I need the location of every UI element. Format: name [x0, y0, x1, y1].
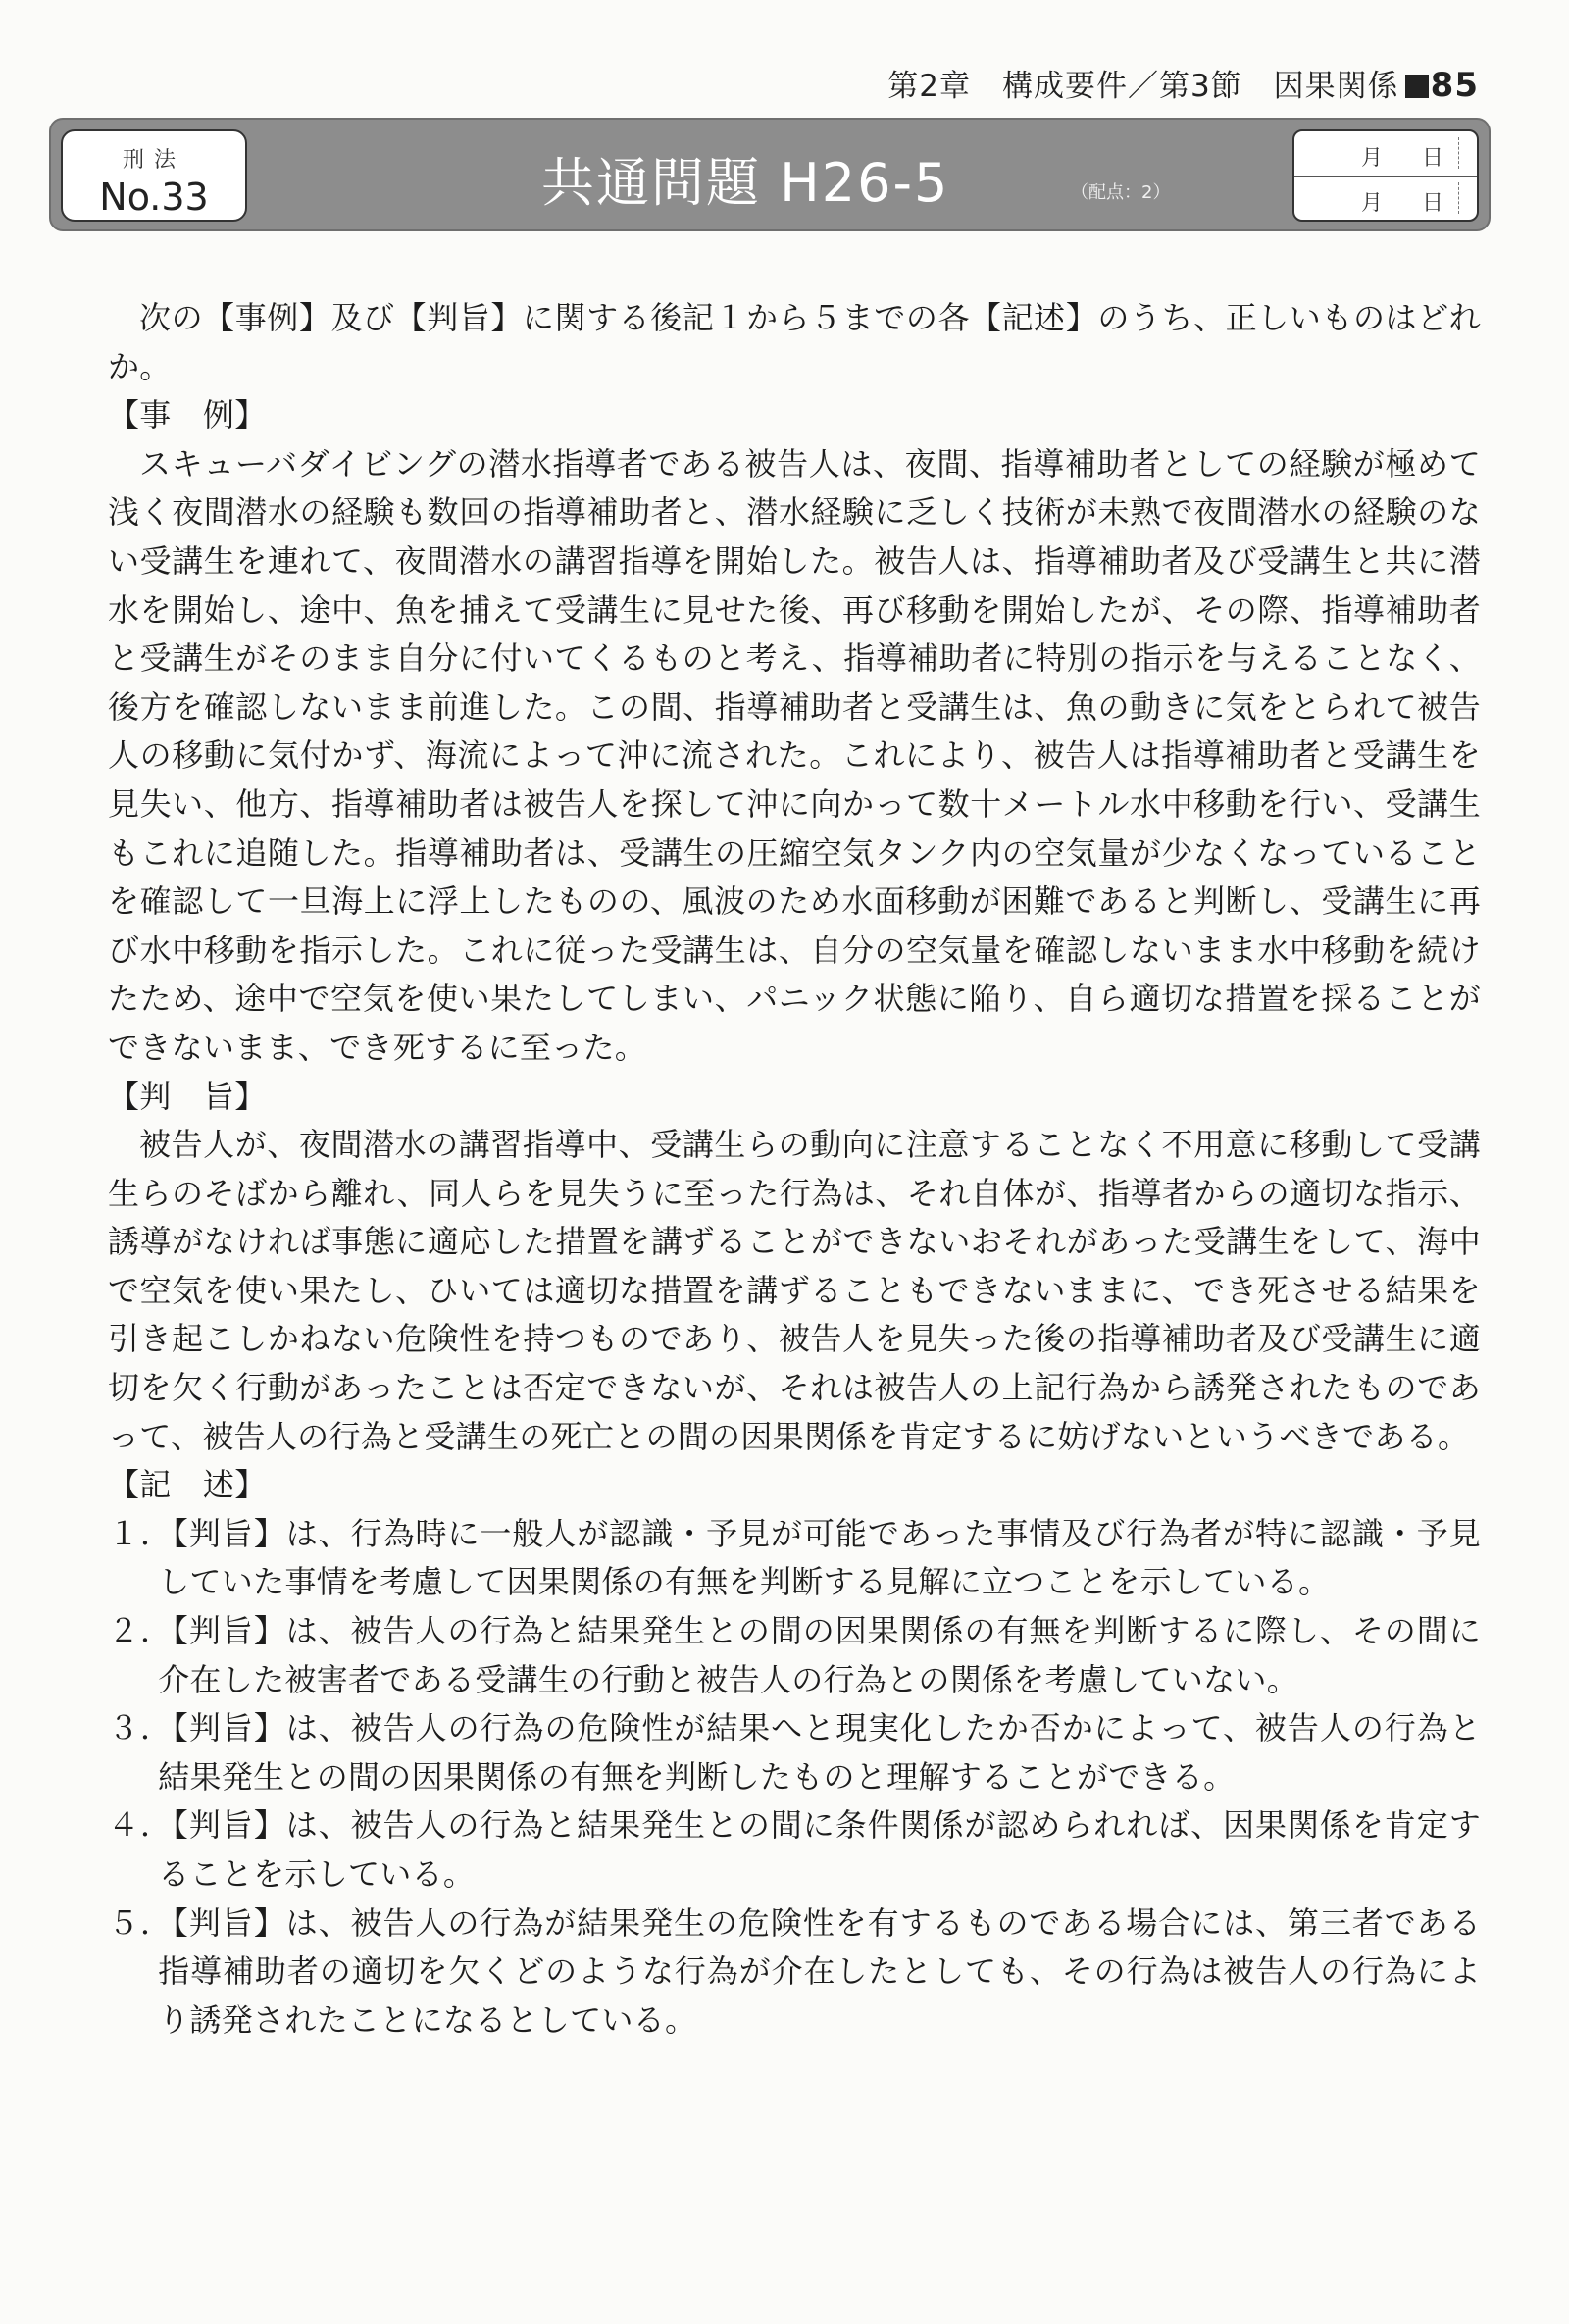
statement-item: ２．【判旨】は、被告人の行為と結果発生との間の因果関係の有無を判断するに際し、その間に介在した被害者である受講生の行動と被告人の行為との関係を考慮していない。 [108, 1612, 1481, 1698]
statement-item: １．【判旨】は、行為時に一般人が認識・予見が可能であった事情及び行為者が特に認識・予見していた事情を考慮して因果関係の有無を判断する見解に立つことを示している。 [108, 1514, 1481, 1601]
statement-item: ５．【判旨】は、被告人の行為が結果発生の危険性を有するものである場合には、第三者である指導補助者の適切を欠くどのような行為が介在したとしても、その行為は被告人の行為により誘発されたことになるとしている。 [108, 1903, 1481, 2039]
study-date-box [1292, 129, 1479, 222]
check-column [1458, 137, 1459, 169]
subject-number-box [61, 129, 247, 222]
problem-header-bar [49, 118, 1491, 231]
statements-heading: 【記 述】 [108, 1466, 267, 1504]
case-heading: 【事 例】 [108, 396, 267, 434]
ruling-text: 被告人が、夜間潜水の講習指導中、受講生らの動向に注意することなく不用意に移動して受講生らのそばから離れ、同人らを見失うに至った行為は、それ自体が、指導者からの適切な指示、誘導がなければ事態に適応した措置を講ずることができないおそれがあった受講生をして、海中で空気を使い果たし、ひいては適切な措置を講ずることもできないままに、でき死させる結果を引き起こしかねない危険性を持つものであり、被告人を見失った後の指導補助者及び受講生に適切を欠く行動があったことは否定できないが、それは被告人の上記行為から誘発されたものであって、被告人の行為と受講生の死亡との間の因果関係を肯定するに妨げないというべきである。 [108, 1126, 1481, 1455]
points-label: （配点：2） [1071, 182, 1171, 203]
month-label: 月 [1361, 146, 1384, 171]
statement-item: ３．【判旨】は、被告人の行為の危険性が結果へと現実化したか否かによって、被告人の行為と結果発生との間の因果関係の有無を判断したものと理解することができる。 [108, 1709, 1481, 1795]
check-column [1458, 182, 1459, 214]
subject-label: 刑法 [122, 148, 185, 173]
month-label: 月 [1361, 191, 1384, 216]
chapter-section-label: 第2章 構成要件／第3節 因果関係 [887, 69, 1399, 104]
day-label: 日 [1422, 191, 1444, 216]
date-row [1294, 131, 1477, 177]
day-label: 日 [1422, 146, 1444, 171]
running-head [887, 61, 1479, 105]
question-body [108, 294, 1481, 2045]
square-marker-icon [1405, 75, 1429, 98]
case-text: スキューバダイビングの潜水指導者である被告人は、夜間、指導補助者としての経験が極めて浅く夜間潜水の経験も数回の指導補助者と、潜水経験に乏しく技術が未熟で夜間潜水の経験のない受講生を連れて、夜間潜水の講習指導を開始した。被告人は、指導補助者及び受講生と共に潜水を開始し、途中、魚を捕えて受講生に見せた後、再び移動を開始したが、その際、指導補助者と受講生がそのまま自分に付いてくるものと考え、指導補助者に特別の指示を与えることなく、後方を確認しないまま前進した。この間、指導補助者と受講生は、魚の動きに気をとられて被告人の移動に気付かず、海流によって沖に流された。これにより、被告人は指導補助者と受講生を見失い、他方、指導補助者は被告人を探して沖に向かって数十メートル水中移動を行い、受講生もこれに追随した。指導補助者は、受講生の圧縮空気タンク内の空気量が少なくなっていることを確認して一旦海上に浮上したものの、風波のため水面移動が困難であると判断し、受講生に再び水中移動を指示した。これに従った受講生は、自分の空気量を確認しないまま水中移動を続けたため、途中で空気を使い果たしてしまい、パニック状態に陥り、自ら適切な措置を採ることができないまま、でき死するに至った。 [108, 444, 1481, 1066]
page-number: 85 [1430, 66, 1479, 105]
date-row [1294, 177, 1477, 221]
ruling-heading: 【判 旨】 [108, 1077, 267, 1115]
question-intro: 次の【事例】及び【判旨】に関する後記１から５までの各【記述】のうち、正しいものはどれか。 [108, 299, 1481, 385]
statement-item: ４．【判旨】は、被告人の行為と結果発生との間に条件関係が認められれば、因果関係を肯定することを示している。 [108, 1806, 1481, 1893]
problem-number: No.33 [99, 176, 209, 219]
problem-title: 共通問題 H26-5 [541, 152, 950, 214]
